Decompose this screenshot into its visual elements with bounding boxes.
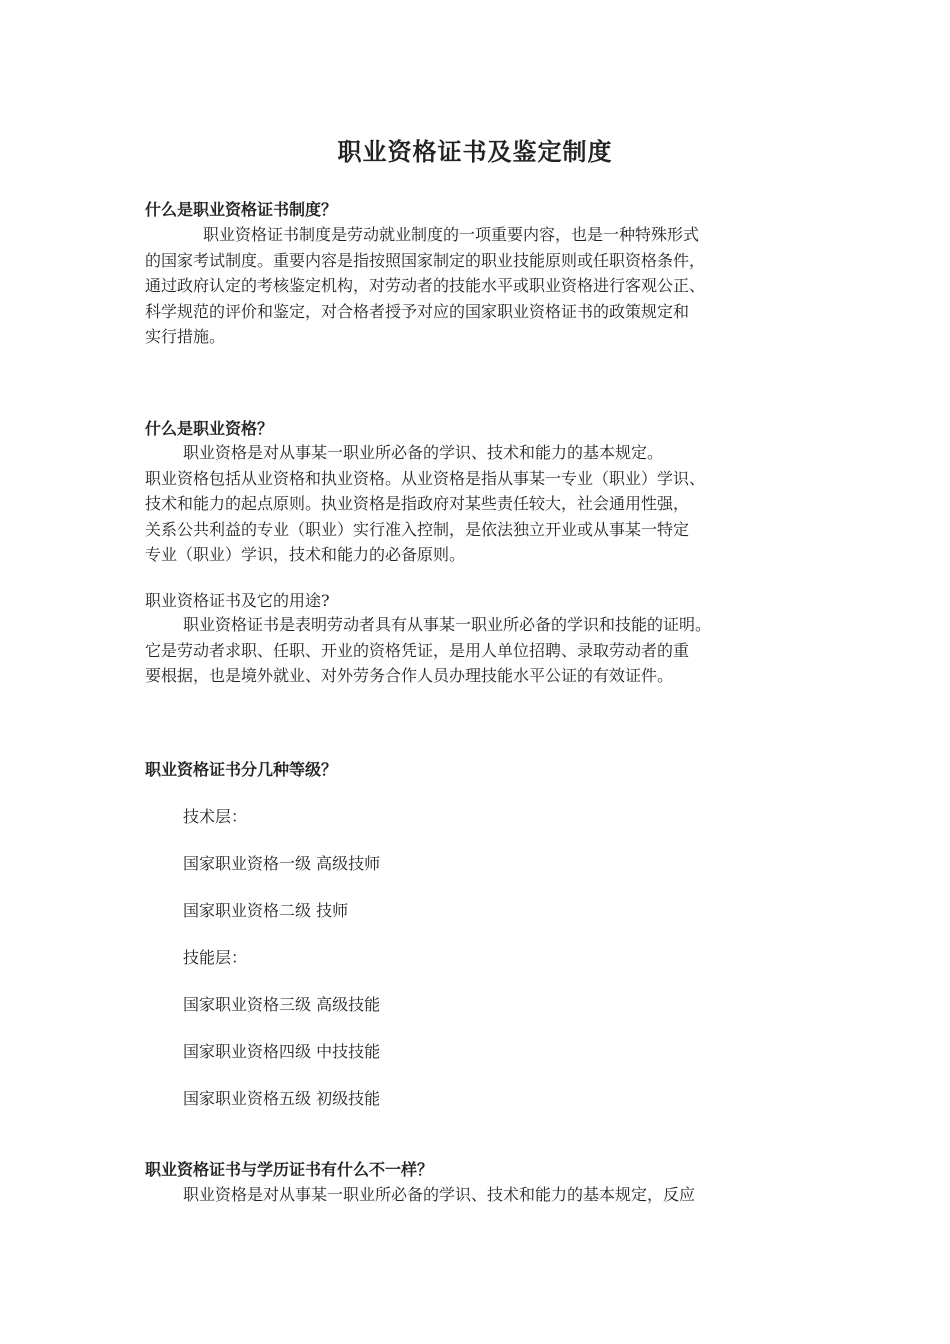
paragraph-line: 职业资格证书是表明劳动者具有从事某一职业所必备的学识和技能的证明。 [183, 615, 712, 634]
paragraph-line: 专业（职业）学识，技术和能力的必备原则。 [145, 545, 466, 565]
paragraph-certificate-use [145, 612, 815, 689]
paragraph-line: 实行措施。 [145, 327, 226, 347]
section-heading-certificate-use: 职业资格证书及它的用途? [145, 591, 330, 610]
paragraph-line: 职业资格证书制度是劳动就业制度的一项重要内容，也是一种特殊形式 [203, 225, 700, 244]
document-title: 职业资格证书及鉴定制度 [337, 137, 613, 166]
paragraph-line: 职业资格是对从事某一职业所必备的学识、技术和能力的基本规定，反应 [183, 1185, 696, 1204]
paragraph-line: 要根据，也是境外就业、对外劳务合作人员办理技能水平公证的有效证件。 [145, 666, 674, 686]
paragraph-line: 职业资格是对从事某一职业所必备的学识、技术和能力的基本规定。 [183, 443, 664, 462]
paragraph-line: 它是劳动者求职、任职、开业的资格凭证，是用人单位招聘、录取劳动者的重 [145, 640, 690, 660]
paragraph-vs-diploma [145, 1182, 815, 1208]
level-item: 国家职业资格三级 高级技能 [183, 995, 381, 1014]
paragraph-line: 的国家考试制度。重要内容是指按照国家制定的职业技能原则或任职资格条件， [145, 250, 706, 270]
paragraph-line: 科学规范的评价和鉴定，对合格者授予对应的国家职业资格证书的政策规定和 [145, 301, 690, 321]
section-heading-levels: 职业资格证书分几种等级？ [145, 760, 338, 779]
paragraph-line: 关系公共利益的专业（职业）实行准入控制，是依法独立开业或从事某一特定 [145, 519, 690, 539]
level-item: 国家职业资格一级 高级技师 [183, 854, 381, 873]
level-item: 技术层： [183, 807, 248, 826]
section-heading-qualification: 什么是职业资格？ [145, 419, 274, 438]
level-item: 国家职业资格二级 技师 [183, 901, 349, 920]
paragraph-line: 技术和能力的起点原则。执业资格是指政府对某些责任较大，社会通用性强， [145, 494, 690, 514]
level-item: 国家职业资格四级 中技技能 [183, 1042, 381, 1061]
level-item: 技能层： [183, 948, 248, 967]
section-heading-certificate-system: 什么是职业资格证书制度？ [145, 200, 338, 219]
paragraph-certificate-system [145, 222, 815, 350]
paragraph-qualification [145, 440, 815, 568]
level-item: 国家职业资格五级 初级技能 [183, 1089, 381, 1108]
paragraph-line: 职业资格包括从业资格和执业资格。从业资格是指从事某一专业（职业）学识、 [145, 468, 706, 488]
paragraph-line: 通过政府认定的考核鉴定机构，对劳动者的技能水平或职业资格进行客观公正、 [145, 276, 706, 296]
section-heading-vs-diploma: 职业资格证书与学历证书有什么不一样？ [145, 1160, 434, 1179]
